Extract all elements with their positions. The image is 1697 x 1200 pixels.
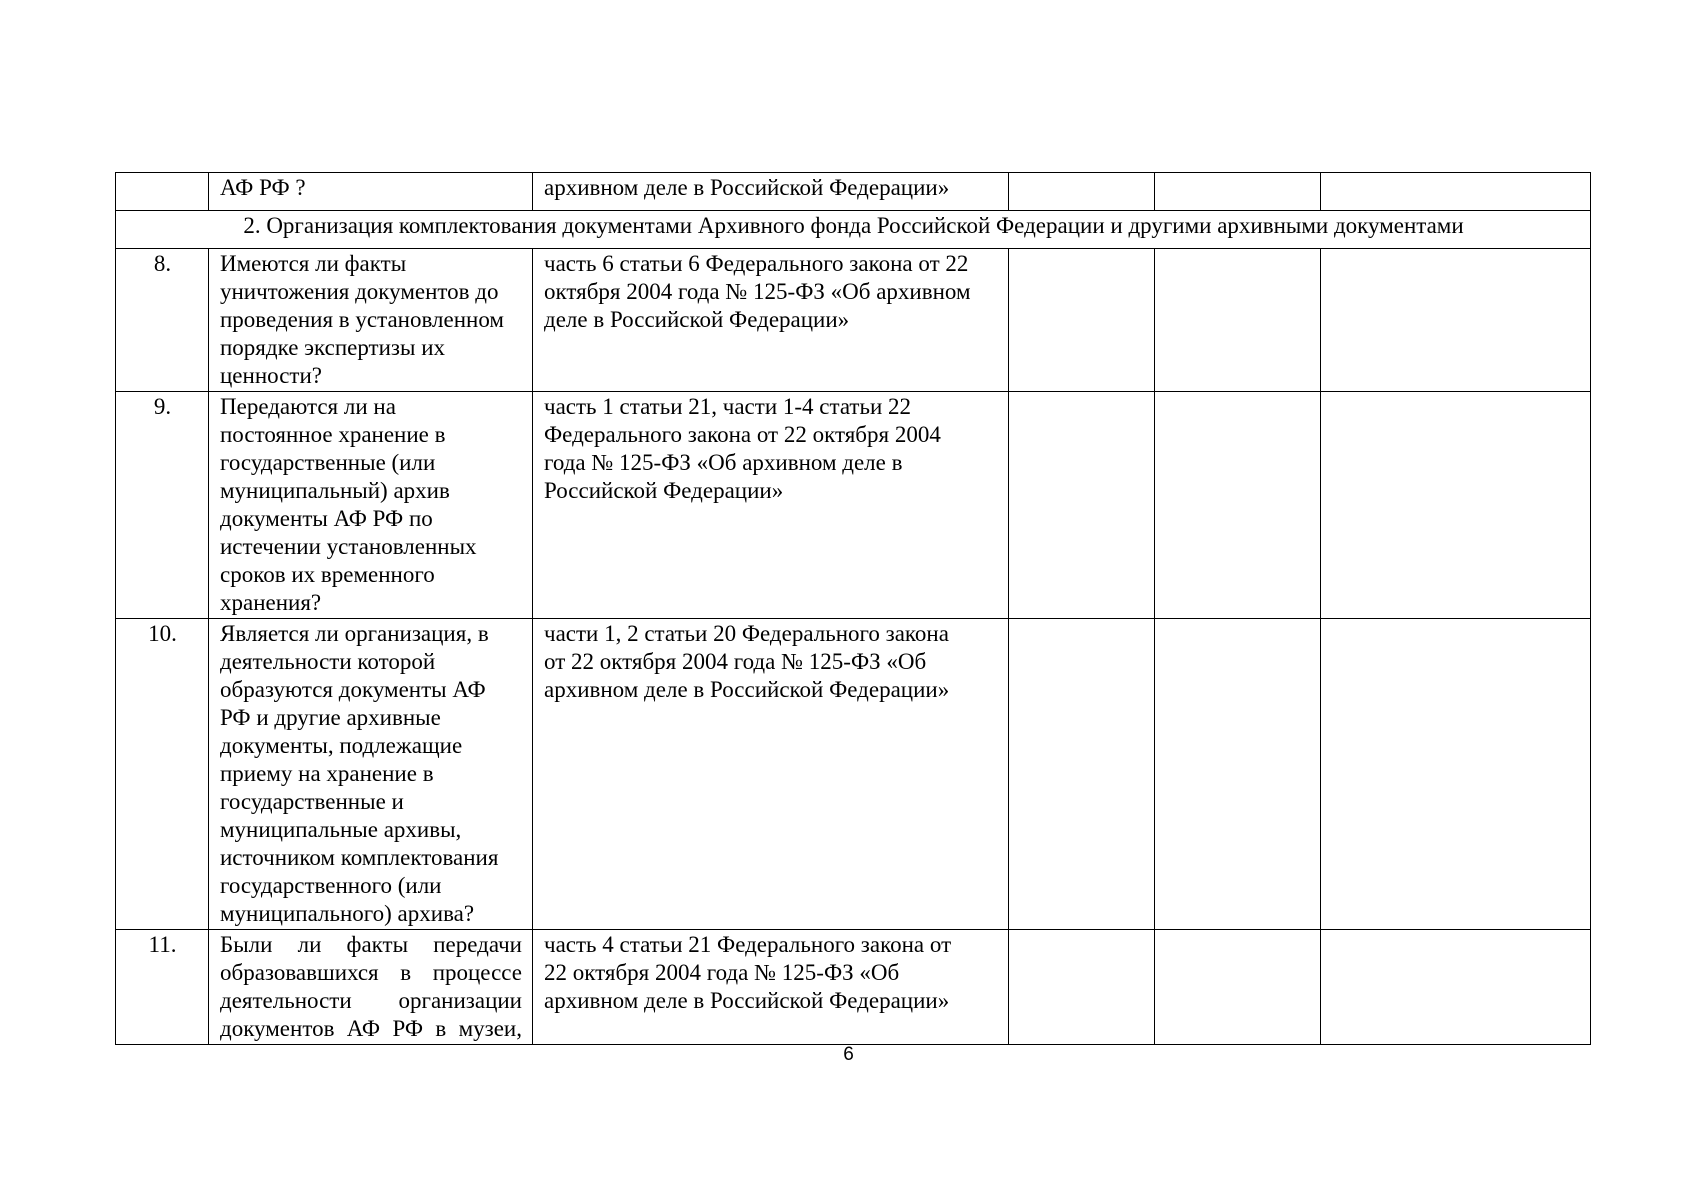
row-number-cell	[116, 392, 209, 619]
section-header-row	[116, 211, 1591, 249]
row-number-cell	[116, 173, 209, 211]
row-number: 9.	[153, 394, 172, 419]
question-line: Является ли организация, в	[220, 621, 489, 646]
question-cell	[209, 392, 533, 619]
table-row-continued	[116, 173, 1591, 211]
row-number: 8.	[153, 251, 172, 276]
question-line: РФ и другие архивные	[220, 705, 441, 730]
question-line: проведения в установленном	[220, 307, 504, 332]
row-number: 10.	[148, 621, 177, 646]
question-cell	[209, 930, 533, 1045]
question-line: государственные и	[220, 789, 404, 814]
legal-basis-line: часть 1 статьи 21, части 1-4 статьи 22	[544, 394, 912, 419]
row-number-cell	[116, 930, 209, 1045]
answer-yes-cell	[1009, 249, 1155, 392]
question-line: приему на хранение в	[220, 761, 434, 786]
table-row	[116, 392, 1591, 619]
question-cell	[209, 173, 533, 211]
question-line: хранения?	[220, 590, 322, 615]
legal-basis-line: от 22 октября 2004 года № 125-ФЗ «Об	[544, 649, 927, 674]
answer-no-cell	[1155, 619, 1321, 930]
question-line: документов АФ РФ в музеи,	[220, 1016, 522, 1041]
question-line: муниципального) архива?	[220, 901, 475, 926]
question-cell	[209, 619, 533, 930]
answer-yes-cell	[1009, 173, 1155, 211]
note-cell	[1321, 619, 1591, 930]
question-line: Были ли факты передачи	[220, 932, 522, 957]
answer-no-cell	[1155, 930, 1321, 1045]
section-header-cell	[116, 211, 1591, 249]
legal-basis-line: 22 октября 2004 года № 125-ФЗ «Об	[544, 960, 900, 985]
question-line: документы, подлежащие	[220, 733, 463, 758]
answer-yes-cell	[1009, 930, 1155, 1045]
legal-basis-text: архивном деле в Российской Федерации»	[544, 175, 950, 200]
note-cell	[1321, 392, 1591, 619]
legal-basis-line: октября 2004 года № 125-ФЗ «Об архивном	[544, 279, 971, 304]
legal-basis-line: Российской Федерации»	[544, 478, 784, 503]
question-line: постоянное хранение в	[220, 422, 446, 447]
checklist-table	[115, 172, 1591, 1045]
table-row	[116, 619, 1591, 930]
question-line: образовавшихся в процессе	[220, 960, 522, 985]
question-line: истечении установленных	[220, 534, 477, 559]
question-line: муниципальные архивы,	[220, 817, 462, 842]
question-line: муниципальный) архив	[220, 478, 450, 503]
section-title: 2. Организация комплектования документами Архивного фонда Российской Федерации и другими архивными документами	[243, 213, 1464, 238]
row-number: 11.	[148, 932, 177, 957]
row-number-cell	[116, 249, 209, 392]
legal-basis-cell	[533, 619, 1009, 930]
question-line: государственные (или	[220, 450, 436, 475]
question-line: образуются документы АФ	[220, 677, 486, 702]
legal-basis-line: части 1, 2 статьи 20 Федерального закона	[544, 621, 949, 646]
legal-basis-line: года № 125-ФЗ «Об архивном деле в	[544, 450, 903, 475]
table-row	[116, 930, 1591, 1045]
question-text: АФ РФ ?	[220, 175, 306, 200]
question-line: Имеются ли факты	[220, 251, 407, 276]
question-line: ценности?	[220, 363, 322, 388]
question-line: порядке экспертизы их	[220, 335, 446, 360]
answer-no-cell	[1155, 249, 1321, 392]
question-line: деятельности организации	[220, 988, 522, 1013]
legal-basis-cell	[533, 392, 1009, 619]
question-line: сроков их временного	[220, 562, 435, 587]
note-cell	[1321, 249, 1591, 392]
table-row	[116, 249, 1591, 392]
legal-basis-line: деле в Российской Федерации»	[544, 307, 850, 332]
question-cell	[209, 249, 533, 392]
answer-yes-cell	[1009, 619, 1155, 930]
question-line: уничтожения документов до	[220, 279, 499, 304]
answer-no-cell	[1155, 392, 1321, 619]
question-line: государственного (или	[220, 873, 442, 898]
page-number: 6	[843, 1044, 854, 1065]
note-cell	[1321, 173, 1591, 211]
legal-basis-line: часть 6 статьи 6 Федерального закона от 22	[544, 251, 969, 276]
note-cell	[1321, 930, 1591, 1045]
legal-basis-cell	[533, 930, 1009, 1045]
legal-basis-line: архивном деле в Российской Федерации»	[544, 677, 950, 702]
legal-basis-cell	[533, 173, 1009, 211]
question-line: источником комплектования	[220, 845, 499, 870]
legal-basis-line: часть 4 статьи 21 Федерального закона от	[544, 932, 952, 957]
legal-basis-line: архивном деле в Российской Федерации»	[544, 988, 950, 1013]
answer-no-cell	[1155, 173, 1321, 211]
legal-basis-cell	[533, 249, 1009, 392]
question-line: документы АФ РФ по	[220, 506, 433, 531]
answer-yes-cell	[1009, 392, 1155, 619]
legal-basis-line: Федерального закона от 22 октября 2004	[544, 422, 941, 447]
question-line: Передаются ли на	[220, 394, 396, 419]
question-line: деятельности которой	[220, 649, 436, 674]
row-number-cell	[116, 619, 209, 930]
